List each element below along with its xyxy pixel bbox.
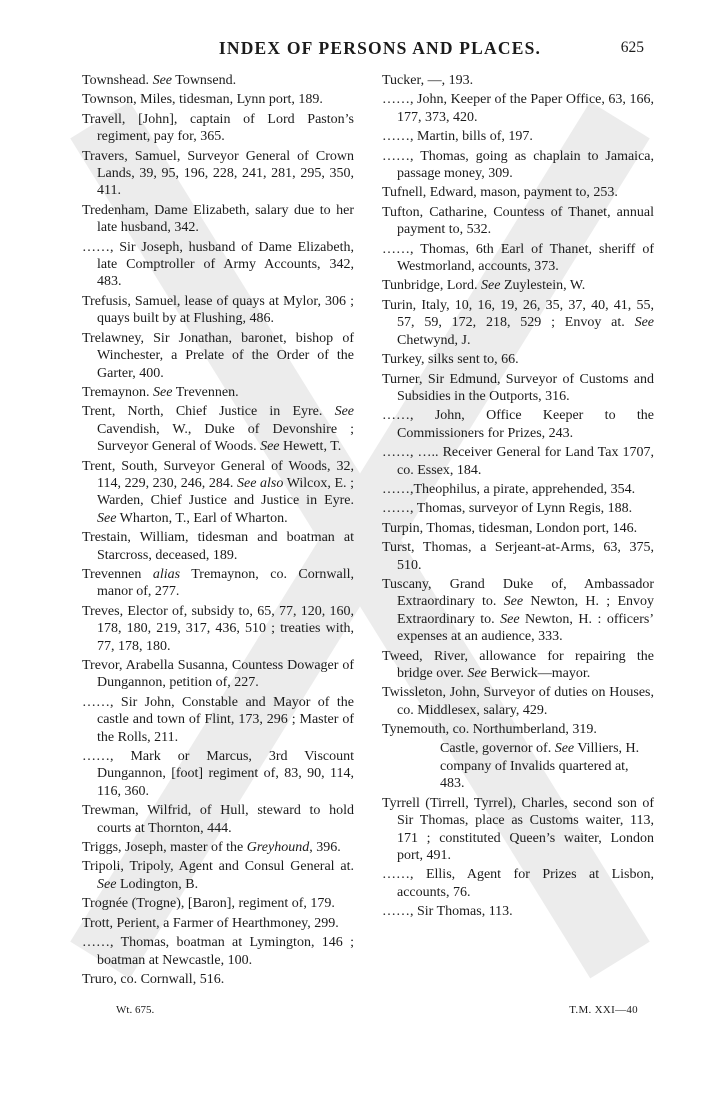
- index-entry: ……, Sir John, Constable and Mayor of the castle and town of Flint, 173, 296 ; Master of the Rolls, 211.: [82, 694, 354, 745]
- index-entry: ……, Sir Joseph, husband of Dame Elizabeth, late Comptroller of Army Accounts, 342, 483.: [82, 239, 354, 290]
- index-entry: Trevor, Arabella Susanna, Countess Dowager of Dungannon, petition of, 227.: [82, 658, 354, 691]
- index-entry: Tynemouth, co. Northumberland, 319.: [382, 722, 597, 738]
- index-entry: Trevennen alias Tremaynon, co. Cornwall, manor of, 277.: [82, 566, 354, 600]
- index-entry: Castle, governor of. See Villiers, H.: [440, 740, 640, 756]
- index-entry: ……, Thomas, 6th Earl of Thanet, sheriff of Westmorland, accounts, 373.: [382, 241, 654, 275]
- index-entry: Truro, co. Cornwall, 516.: [82, 971, 225, 987]
- index-entry: Turpin, Thomas, tidesman, London port, 146.: [382, 520, 638, 536]
- index-entry: Trewman, Wilfrid, of Hull, steward to hold courts at Thornton, 444.: [82, 803, 354, 836]
- index-entry: Tweed, River, allowance for repairing the bridge over. See Berwick—mayor.: [382, 648, 654, 681]
- index-entry: Trognée (Trogne), [Baron], regiment of, 179.: [82, 896, 335, 912]
- index-entry: Tunbridge, Lord. See Zuylestein, W.: [382, 278, 586, 294]
- index-entry: Tremaynon. See Trevennen.: [82, 384, 239, 400]
- index-entry: Tredenham, Dame Elizabeth, salary due to her late husband, 342.: [82, 202, 354, 236]
- index-entry: Trent, North, Chief Justice in Eyre. See Cavendish, W., Duke of Devonshire ; Surveyor General of Woods. See Hewett, T.: [82, 404, 354, 455]
- index-entry: Tufton, Catharine, Countess of Thanet, annual payment to, 532.: [382, 204, 654, 238]
- index-entry: Tripoli, Tripoly, Agent and Consul General at. See Lodington, B.: [82, 859, 354, 892]
- footer-signature: T.M. XXI—40: [569, 1004, 638, 1016]
- index-entry: Triggs, Joseph, master of the Greyhound, 396.: [82, 840, 341, 856]
- index-entry: ……, Ellis, Agent for Prizes at Lisbon, accounts, 76.: [382, 867, 654, 900]
- index-entry: ……, Thomas, boatman at Lymington, 146 ; boatman at Newcastle, 100.: [82, 935, 354, 968]
- index-entry: ……, Sir Thomas, 113.: [382, 904, 513, 920]
- index-entry: Turst, Thomas, a Serjeant-at-Arms, 63, 375, 510.: [382, 540, 654, 573]
- index-entry: ……, ….. Receiver General for Land Tax 1707, co. Essex, 184.: [382, 445, 654, 478]
- index-entry: ……, Thomas, surveyor of Lynn Regis, 188.: [382, 501, 633, 517]
- index-entry: Tuscany, Grand Duke of, Ambassador Extraordinary to. See Newton, H. ; Envoy Extraordinary to. See Newton, H. : officers’ expenses at an audience, 333.: [382, 576, 654, 645]
- index-entry: ……, John, Keeper of the Paper Office, 63, 166, 177, 373, 420.: [382, 92, 654, 125]
- index-entry: ……, Mark or Marcus, 3rd Viscount Dungannon, [foot] regiment of, 83, 90, 114, 116, 360.: [82, 749, 354, 799]
- page-header: [0, 38, 722, 62]
- index-entry: Travell, [John], captain of Lord Paston’s regiment, pay for, 365.: [82, 111, 354, 145]
- index-entry: Townson, Miles, tidesman, Lynn port, 189.: [82, 92, 323, 108]
- index-entry: Trent, South, Surveyor General of Woods, 32, 114, 229, 230, 246, 284. See also Wilcox, E. ; Warden, Chief Justice and Justice in Eyre. See Wharton, T., Earl of Wharton.: [82, 458, 354, 526]
- index-entry: Turner, Sir Edmund, Surveyor of Customs and Subsidies in the Outports, 316.: [382, 371, 654, 404]
- page-number: 625: [620, 39, 644, 56]
- index-entry: ……, Thomas, going as chaplain to Jamaica, passage money, 309.: [382, 148, 654, 182]
- footer-print-mark: Wt. 675.: [116, 1004, 155, 1016]
- index-column-left: [82, 72, 354, 990]
- index-entry: Tufnell, Edward, mason, payment to, 253.: [382, 185, 618, 201]
- index-entry: ……, John, Office Keeper to the Commissioners for Prizes, 243.: [382, 408, 654, 441]
- index-entry: Trestain, William, tidesman and boatman at Starcross, deceased, 189.: [82, 530, 354, 563]
- index-entry: Trefusis, Samuel, lease of quays at Mylor, 306 ; quays built by at Flushing, 486.: [82, 293, 354, 327]
- index-entry: Twissleton, John, Surveyor of duties on Houses, co. Middlesex, salary, 429.: [382, 685, 654, 718]
- index-entry: Tyrrell (Tirrell, Tyrrel), Charles, second son of Sir Thomas, place as Customs waiter, 113, 171 ; constituted Queen’s waiter, London port, 491.: [382, 795, 654, 864]
- index-entry: ……,Theophilus, a pirate, apprehended, 354.: [382, 481, 636, 497]
- index-entry: Turin, Italy, 10, 16, 19, 26, 35, 37, 40, 41, 55, 57, 59, 172, 218, 529 ; Envoy at. See Chetwynd, J.: [382, 297, 654, 348]
- page-title: INDEX OF PERSONS AND PLACES.: [218, 38, 542, 58]
- index-entry: Trelawney, Sir Jonathan, baronet, bishop of Winchester, a Prelate of the Order of the Garter, 400.: [82, 330, 354, 381]
- index-entry: company of Invalids quartered at, 483.: [440, 759, 629, 792]
- index-entry: Trott, Perient, a Farmer of Hearthmoney, 299.: [82, 915, 339, 931]
- index-entry: Travers, Samuel, Surveyor General of Crown Lands, 39, 95, 196, 228, 241, 281, 295, 350, 411.: [82, 148, 354, 199]
- index-entry: Townshead. See Townsend.: [82, 73, 237, 88]
- index-entry: Tucker, —, 193.: [382, 73, 474, 88]
- index-column-right: [382, 72, 654, 923]
- index-entry: Turkey, silks sent to, 66.: [382, 352, 519, 368]
- index-entry: ……, Martin, bills of, 197.: [382, 129, 533, 145]
- index-entry: Treves, Elector of, subsidy to, 65, 77, 120, 160, 178, 180, 219, 317, 436, 510 ; treaties with, 77, 178, 180.: [82, 603, 354, 654]
